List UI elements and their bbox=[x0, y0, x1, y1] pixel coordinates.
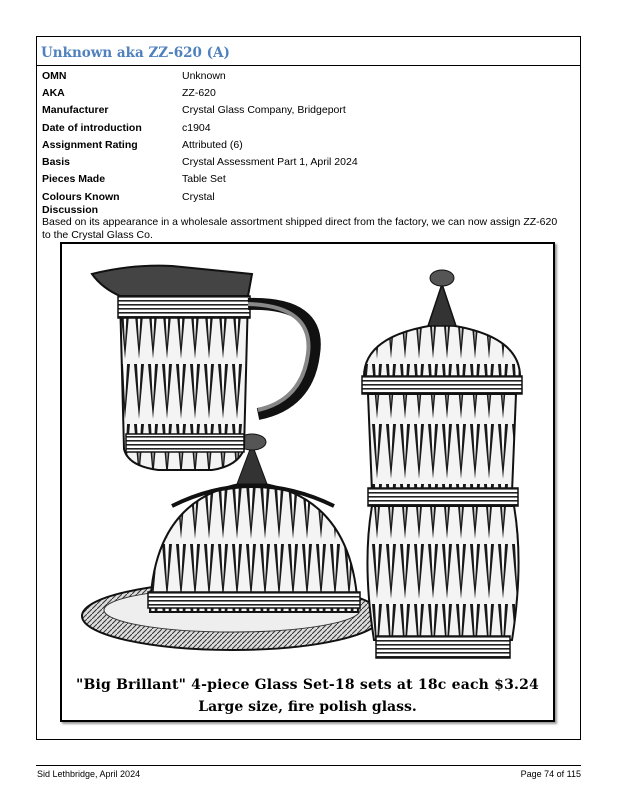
property-row bbox=[42, 84, 358, 101]
property-value: Unknown bbox=[182, 69, 226, 82]
properties-table bbox=[42, 67, 358, 205]
property-label: Assignment Rating bbox=[42, 138, 138, 151]
spooner-drawing bbox=[367, 488, 518, 658]
property-row bbox=[42, 102, 358, 119]
glassware-engraving bbox=[62, 244, 553, 720]
property-value: Crystal Glass Company, Bridgeport bbox=[182, 104, 346, 117]
property-value: c1904 bbox=[182, 121, 211, 134]
image-caption-line1: "Big Brillant" 4-piece Glass Set-18 sets at 18c each $3.24 bbox=[76, 677, 539, 693]
property-row bbox=[42, 188, 358, 205]
footer-author: Sid Lethbridge, April 2024 bbox=[37, 769, 141, 779]
property-label: OMN bbox=[42, 69, 67, 82]
entry-frame bbox=[36, 36, 581, 740]
property-label: Manufacturer bbox=[42, 104, 109, 117]
property-row bbox=[42, 67, 358, 84]
creamer-drawing bbox=[92, 266, 315, 470]
discussion-text: Based on its appearance in a wholesale assortment shipped direct from the factory, we can now assign ZZ-620 to the Crystal Glass Co. bbox=[42, 216, 558, 241]
property-label: Date of introduction bbox=[42, 121, 142, 134]
property-label: Pieces Made bbox=[42, 173, 106, 186]
property-value: Table Set bbox=[182, 173, 226, 186]
property-label: Colours Known bbox=[42, 190, 120, 203]
page-title: Unknown aka ZZ-620 (A) bbox=[41, 45, 230, 61]
title-divider bbox=[37, 65, 580, 66]
property-row bbox=[42, 153, 358, 170]
property-row bbox=[42, 119, 358, 136]
property-label: AKA bbox=[42, 86, 65, 99]
property-value: Crystal bbox=[182, 190, 215, 203]
property-row bbox=[42, 136, 358, 153]
image-caption-line2: Large size, fire polish glass. bbox=[198, 699, 417, 715]
catalogue-illustration bbox=[60, 242, 555, 722]
discussion-heading: Discussion bbox=[42, 204, 99, 216]
page-number: Page 74 of 115 bbox=[520, 769, 581, 779]
property-label: Basis bbox=[42, 156, 71, 169]
property-value: Crystal Assessment Part 1, April 2024 bbox=[182, 156, 358, 169]
footer-divider bbox=[36, 765, 581, 766]
sugar-bowl-drawing bbox=[362, 270, 522, 492]
property-row bbox=[42, 171, 358, 188]
property-value: Attributed (6) bbox=[182, 138, 243, 151]
property-value: ZZ-620 bbox=[182, 86, 216, 99]
